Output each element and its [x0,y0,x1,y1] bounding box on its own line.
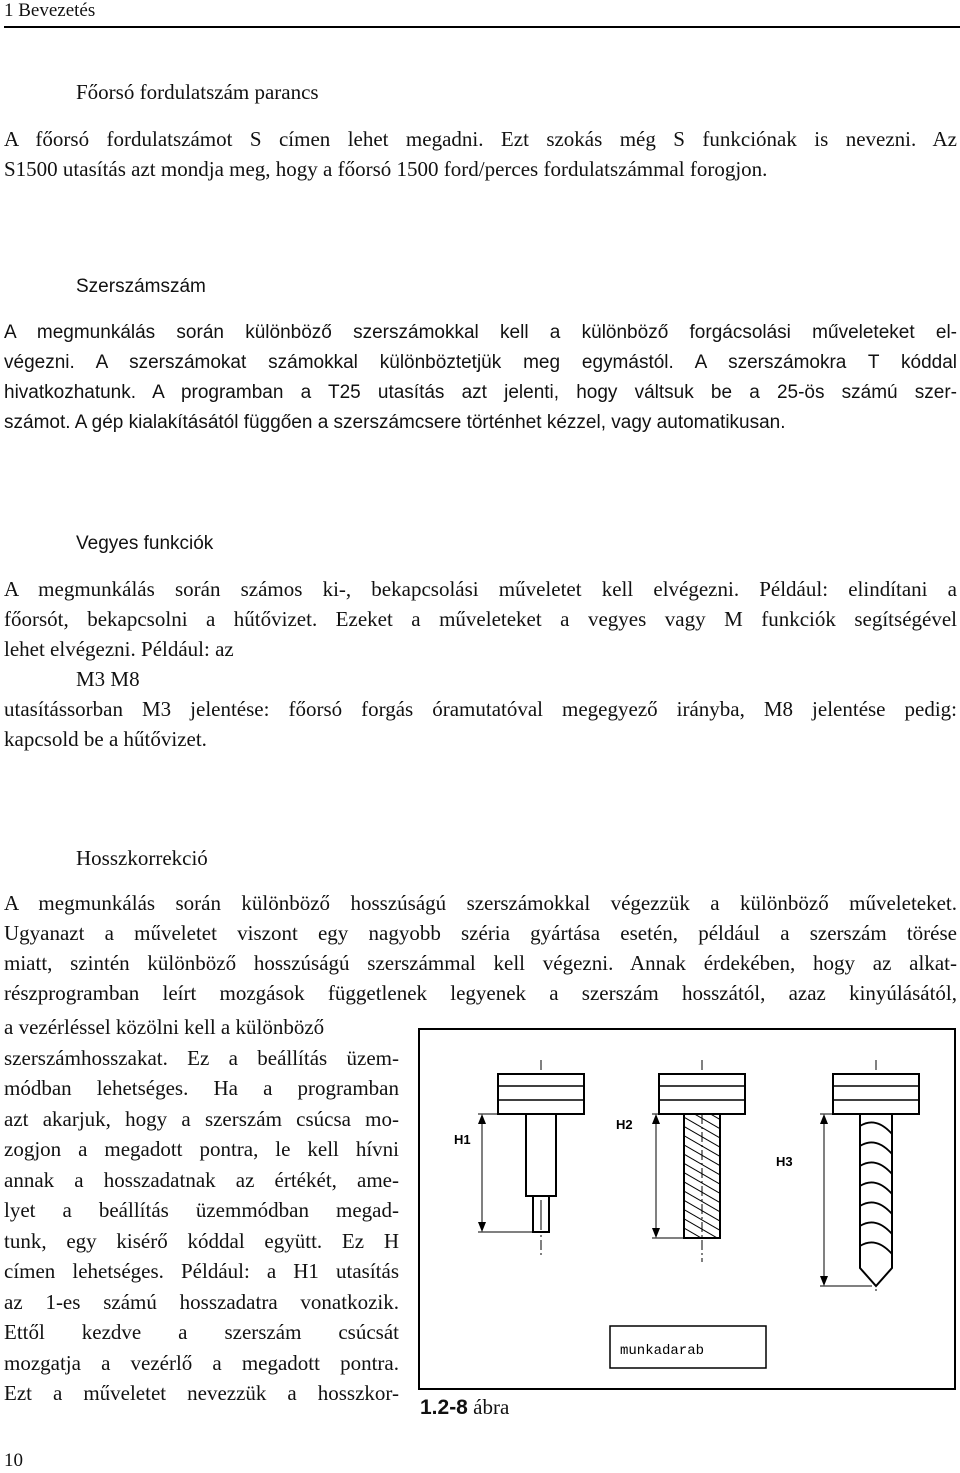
workpiece [610,1326,766,1368]
chapter-title: 1 Bevezetés [4,0,96,21]
text-line: Ezt a műveletet nevezzük a hosszkor- [4,1381,399,1405]
text-line: miatt, szintén különböző hosszúságú szerszámmal kell végezni. Annak érdekében, hogy az alkat- [4,951,957,975]
dimension-h1 [454,1114,533,1232]
tool-length-diagram [420,1030,954,1388]
text-line: Ettől kezdve a szerszám csúcsát [4,1320,399,1344]
section-title-spindle-speed: Főorsó fordulatszám parancs [76,80,319,104]
text-line: A megmunkálás során különböző hosszúságú szerszámokkal végezzük a különböző műveleteket. [4,891,957,915]
figure-caption [420,1393,509,1422]
text-line: módban lehetséges. Ha a programban [4,1076,399,1100]
text-line: utasítássorban M3 jelentése: főorsó forgás óramutatóval megegyező irányba, M8 jelentése pedig: [4,697,957,721]
text-line: zogjon a megadott pontra, le kell hívni [4,1137,399,1161]
text-line: lehet elvégezni. Például: az [4,637,234,661]
text-line: az 1-es számú hosszadatra vonatkozik. [4,1289,399,1314]
label-workpiece: munkadarab [620,1343,705,1359]
text-line: lyet a beállítás üzemmódban megad- [4,1198,399,1222]
dimension-h2 [616,1114,684,1238]
tool-2 [659,1060,745,1262]
paragraph-misc-functions [4,574,957,754]
label-h1: H1 [454,1132,471,1147]
text-line: a vezérléssel közölni kell a különböző [4,1015,325,1039]
text-line: főorsót, bekapcsolni a hűtővizet. Ezeket a műveleteket a vegyes vagy M funkciók segítségével [4,607,957,631]
text-line: Ugyanazt a műveletet viszont egy nagyobb széria gyártása esetén, például a szerszám törése [4,921,957,945]
label-h2: H2 [616,1117,633,1132]
text-line: hivatkozhatunk. A programban a T25 utasítás azt jelenti, hogy váltsuk be a 25-ös számú szer- [4,382,957,403]
text-line: szerszámhosszakat. Ez a beállítás üzem- [4,1045,399,1070]
tool-3 [833,1060,919,1292]
section-title-misc-functions: Vegyes funkciók [76,533,214,554]
text-line: tunk, egy kisérő kóddal együtt. Ez H [4,1228,399,1253]
text-line: annak a hosszadatnak az értékét, ame- [4,1167,399,1192]
figure-word: ábra [473,1395,510,1419]
section-title-tool-number: Szerszámszám [76,276,206,297]
text-line: A megmunkálás során különböző szerszámokkal kell a különböző forgácsolási műveleteket el- [4,322,957,343]
paragraph-length-compensation [4,888,957,1008]
dimension-h3 [776,1114,872,1286]
running-header [4,0,960,28]
page-number: 10 [4,1450,23,1471]
text-line: végezni. A szerszámokat számokkal különböztetjük meg egymástól. A szerszámokra T kóddal [4,352,957,373]
paragraph-length-compensation-wrap [4,1012,399,1409]
text-line: részprogramban leírt mozgások függetlenek legyenek a szerszám hosszától, azaz kinyúlásától, [4,981,957,1005]
text-line: számot. A gép kialakításától függően a szerszámcsere történhet kézzel, vagy automatikusan. [4,412,786,433]
text-line: kapcsold be a hűtővizet. [4,727,207,751]
figure-number: 1.2-8 [420,1396,468,1419]
text-line: címen lehetséges. Például: a H1 utasítás [4,1259,399,1283]
text-line: A megmunkálás során számos ki-, bekapcsolási műveletet kell elvégezni. Például: elindítani a [4,577,957,601]
text-line: mozgatja a vezérlő a megadott pontra. [4,1350,399,1375]
label-h3: H3 [776,1154,793,1169]
section-title-length-compensation: Hosszkorrekció [76,846,208,870]
text-line: azt akarjuk, hogy a szerszám csúcsa mo- [4,1106,399,1131]
paragraph-tool-number [4,318,957,438]
code-line: M3 M8 [76,667,140,691]
figure-tool-lengths [418,1028,956,1390]
paragraph-spindle-speed [4,124,957,184]
text-line: A főorsó fordulatszámot S címen lehet megadni. Ezt szokás még S funkciónak is nevezni. Az [4,127,957,151]
text-line: S1500 utasítás azt mondja meg, hogy a főorsó 1500 ford/perces fordulatszámmal forogjon. [4,157,768,181]
tool-1 [498,1060,584,1256]
